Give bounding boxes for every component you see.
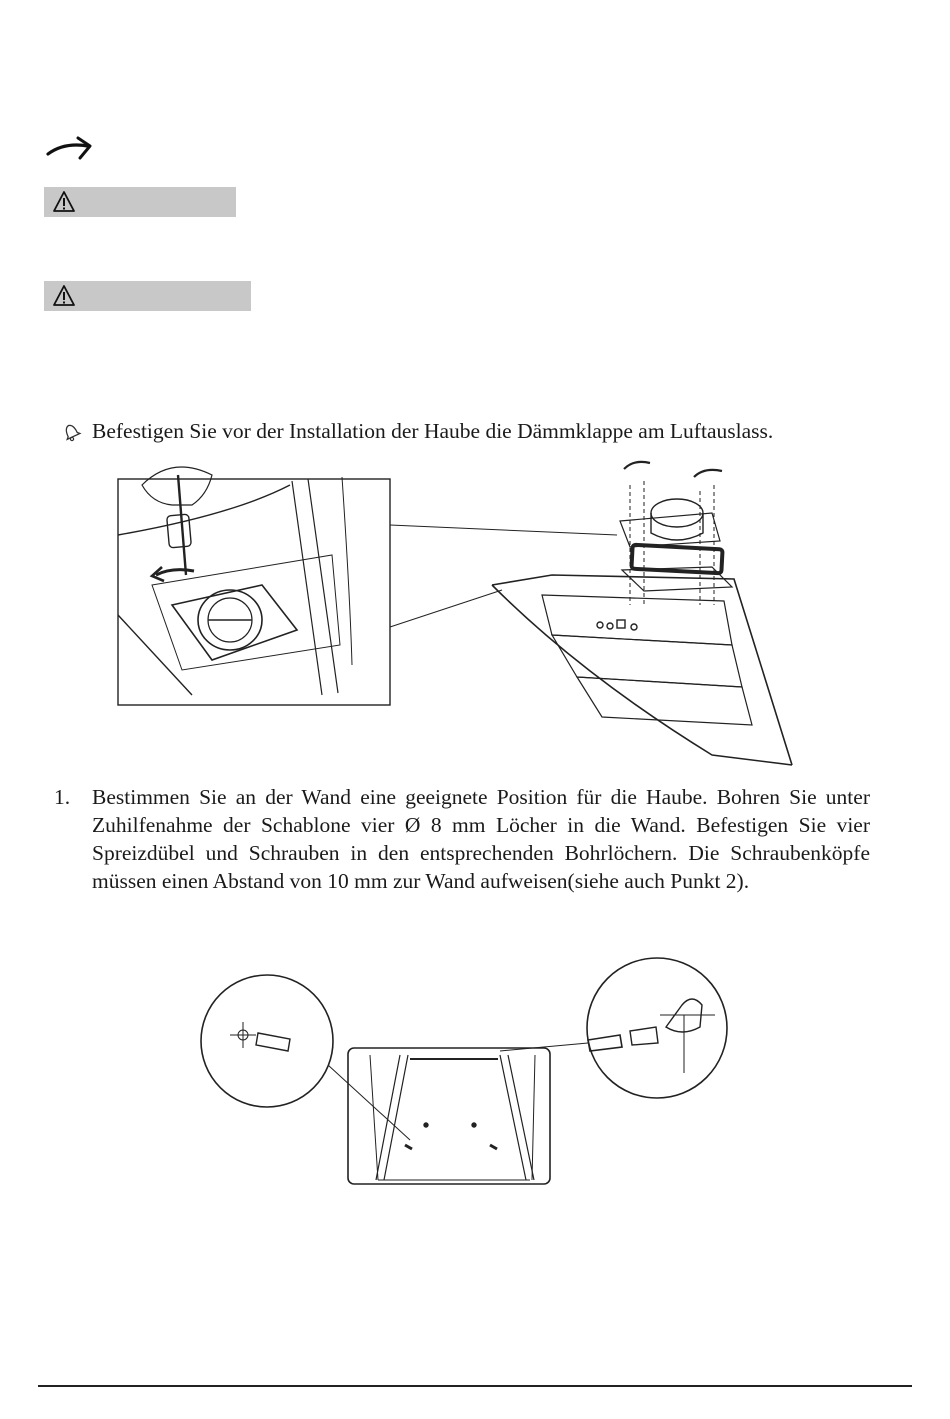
warning-triangle-icon [52, 284, 76, 307]
curved-arrow-icon [44, 132, 100, 166]
step-1 [54, 783, 870, 895]
warning-bar [44, 187, 236, 217]
note-text: Befestigen Sie vor der Installation der Haube die Dämmklappe am Luftauslass. [92, 419, 774, 443]
footer-rule [38, 1385, 912, 1387]
installation-note [62, 416, 882, 446]
damper-installation-figure [112, 455, 812, 775]
wall-mounting-figure [200, 955, 730, 1195]
warning-bar [44, 281, 251, 311]
step-text: Bestimmen Sie an der Wand eine geeignete Position für die Haube. Bohren Sie unter Zuhilfenahme der Schablone vier Ø 8 mm Löcher in die Wand. Befestigen Sie vier Spreizdübel und Schrauben in den entsprechenden Bohrlöchern. Die Schraubenköpfe müssen einen Abstand von 10 mm zur Wand aufweisen(siehe auch Punkt 2). [92, 785, 870, 893]
bell-icon [60, 420, 82, 442]
step-number: 1. [54, 785, 71, 809]
warning-triangle-icon [52, 190, 76, 213]
